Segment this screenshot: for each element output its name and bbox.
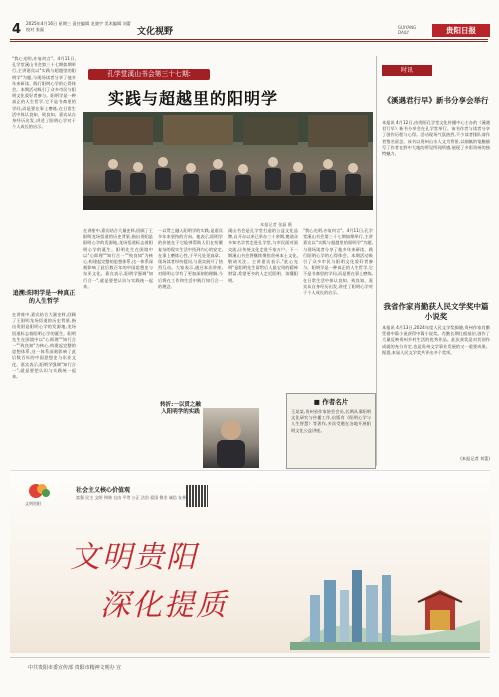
author-card-title: ■ 作者名片 bbox=[313, 398, 349, 406]
paper-logo: 贵阳日报 bbox=[432, 24, 490, 37]
section-name: 文化视野 bbox=[137, 27, 174, 37]
qr-code-icon bbox=[186, 485, 208, 507]
lecture-photo bbox=[83, 112, 373, 210]
civilization-logo-icon bbox=[28, 483, 66, 499]
footer-rule bbox=[10, 657, 490, 658]
article-subhead-2: 转折:一以贯之融入阳明学的实践 bbox=[160, 402, 201, 415]
article-column-1b: 在讲座中,嘉宾结合大量史料,回顾了王阳明龙场悟道的历史背景,指出贵阳是阳明心学的发源地,龙场悟道标志着阳明心学的诞生。阳明先生在困境中以"心即理""知行合一""致良知"为核心,构建起完整的思想体系,这一体系深刻影响了此后数百年的中国思想史与东亚文化。嘉宾表示,阳明学强调"知行合一",就是要把认识与实践统一起来。 bbox=[12, 312, 76, 380]
article-kicker: 孔学堂溪山书会第三十七期: bbox=[88, 69, 210, 80]
values-list: 富强 民主 文明 和谐 自由 平等 公正 法治 爱国 敬业 诚信 友善 bbox=[76, 495, 186, 500]
paper-pinyin: GUIYANG DAILY bbox=[398, 25, 417, 35]
sidebar-credit: (本报记者 刘蕾) bbox=[460, 456, 490, 461]
city-skyline-illustration bbox=[290, 560, 480, 650]
article-column-2: 在讲座中,嘉宾结合大量史料,回顾了王阳明龙场悟道的历史背景,指出贵阳是阳明心学的发源地,龙场悟道标志着阳明心学的诞生。阳明先生在困境中以"心即理""知行合一""致良知"为核心,构建起完整的思想体系,这一体系深刻影响了此后数百年的中国思想史与东亚文化。嘉宾表示,阳明学强调"知行合一",就是要把认识与实践统一起来。 bbox=[83, 228, 153, 289]
article-subhead-1: 追溯:阳明学是一种真正的人生哲学 bbox=[12, 290, 76, 305]
values-title: 社会主义核心价值观 bbox=[76, 487, 131, 494]
article-column-1: "我心光明,亦复何言"。4月11日,孔学堂溪山书会第三十七期如期举行,主讲嘉宾以"实践与超越里的阳明学"为题,与现场读者分享了他多年来研读、践行阳明心学的心得体会。本期活动吸引了众多市民与阳明文化爱好者参与。阳明学是一种真正的人生哲学,它不是书斋里的学问,而是要在事上磨练,在日常生活中体认良知、致良知。嘉宾从自身经历出发,讲述了阳明心学对于个人成长的启示。 bbox=[12, 56, 76, 130]
sidebar-headline-2: 我省作家肖勤获人民文学奖中篇小说奖 bbox=[383, 302, 489, 321]
article-column-4: 溪山书会是孔学堂打造的公益文化品牌,自开办以来已举办三十余期,邀请众多知名学者走进孔学堂,与市民面对面交流,让传统文化走进千家万户。下一期溪山书会将继续聚焦贵州本土文化,敬请关注。主讲嘉宾表示,"此心光明"是阳明先生留给后人最宝贵的精神财富,希望更多的人走近阳明、读懂阳明。 bbox=[228, 228, 298, 283]
sidebar-text-1: 本报讯 4月12日,由贵阳孔学堂文化传播中心主办的《溪遇君行早》新书分享会在孔学堂举行。该书作者与读者分享了创作历程与心得。活动现场气氛热烈,不少读者排队请作者签名留念。该书以贵州山水人文为背景,以细腻的笔触描写了作者在黔中大地的所见所闻所感,展现了多彩贵州的独特魅力。 bbox=[382, 120, 490, 157]
banner-footer: 中共贵阳市委宣传部 贵阳市精神文明办 宣 bbox=[28, 665, 122, 671]
photo-caption: 本报记者 张磊 摄 bbox=[260, 222, 292, 227]
author-portrait bbox=[203, 408, 259, 468]
author-card-bio: 王某某,贵州省作家协会会员,长期从事阳明文化研究与传播工作,出版有《阳明心学与人生智慧》等著作,多次受邀在各地开展阳明文化公益讲座。 bbox=[291, 409, 371, 433]
header-meta: 2025年4月16日 星期三 责任编辑 龙骏宇 美术编辑 刘蕾 校对 张磊 bbox=[26, 21, 131, 32]
sidebar-text-2: 本报讯 4月13日,2024年度人民文学奖揭晓,贵州作家肖勤凭借中篇小说获得中篇小说奖。肖勤长期扎根基层,创作了大量反映贵州乡村生活的优秀作品。此次获奖是对其创作成就的充分肯定,也是贵州文学事业发展的又一重要成果。据悉,本届人民文学奖共评出多个奖项。 bbox=[382, 325, 490, 355]
article-column-5: "我心光明,亦复何言"。4月11日,孔学堂溪山书会第三十七期如期举行,主讲嘉宾以"实践与超越里的阳明学"为题,与现场读者分享了他多年来研读、践行阳明心学的心得体会。本期活动吸引了众多市民与阳明文化爱好者参与。阳明学是一种真正的人生哲学,它不是书斋里的学问,而是要在事上磨练,在日常生活中体认良知、致良知。嘉宾从自身经历出发,讲述了阳明心学对于个人成长的启示。 bbox=[303, 228, 373, 296]
column-divider bbox=[376, 56, 377, 466]
header-rule-thin bbox=[10, 41, 488, 42]
article-column-3: 一以贯之融入阳明学的实践,是嘉宾多年来坚持的方向。他表示,阳明学的价值在于它能够帮助人们在纷繁复杂的现实生活中找到内心的安定,在事上磨炼心性,于平凡处见真章。现场读者纷纷提问,与嘉宾展开了热烈互动。大家表示,通过本次讲座,对阳明心学有了更加深刻的理解,今后将在工作和生活中践行知行合一的理念。 bbox=[158, 228, 223, 289]
page-number: 4 bbox=[12, 22, 22, 37]
civilization-logo-text: 文明贵阳 bbox=[25, 501, 41, 506]
header-rule bbox=[10, 39, 488, 40]
article-title: 实践与超越里的阳明学 bbox=[108, 89, 279, 108]
lecture-photo-illustration bbox=[83, 112, 373, 210]
banner-slogan-line-2: 深化提质 bbox=[100, 588, 228, 623]
news-label: 时讯 bbox=[382, 65, 432, 76]
banner-slogan-line-1: 文明贵阳 bbox=[70, 540, 198, 575]
sidebar-headline-1: 《溪遇君行早》新书分享会举行 bbox=[383, 96, 489, 105]
author-card bbox=[286, 393, 376, 469]
